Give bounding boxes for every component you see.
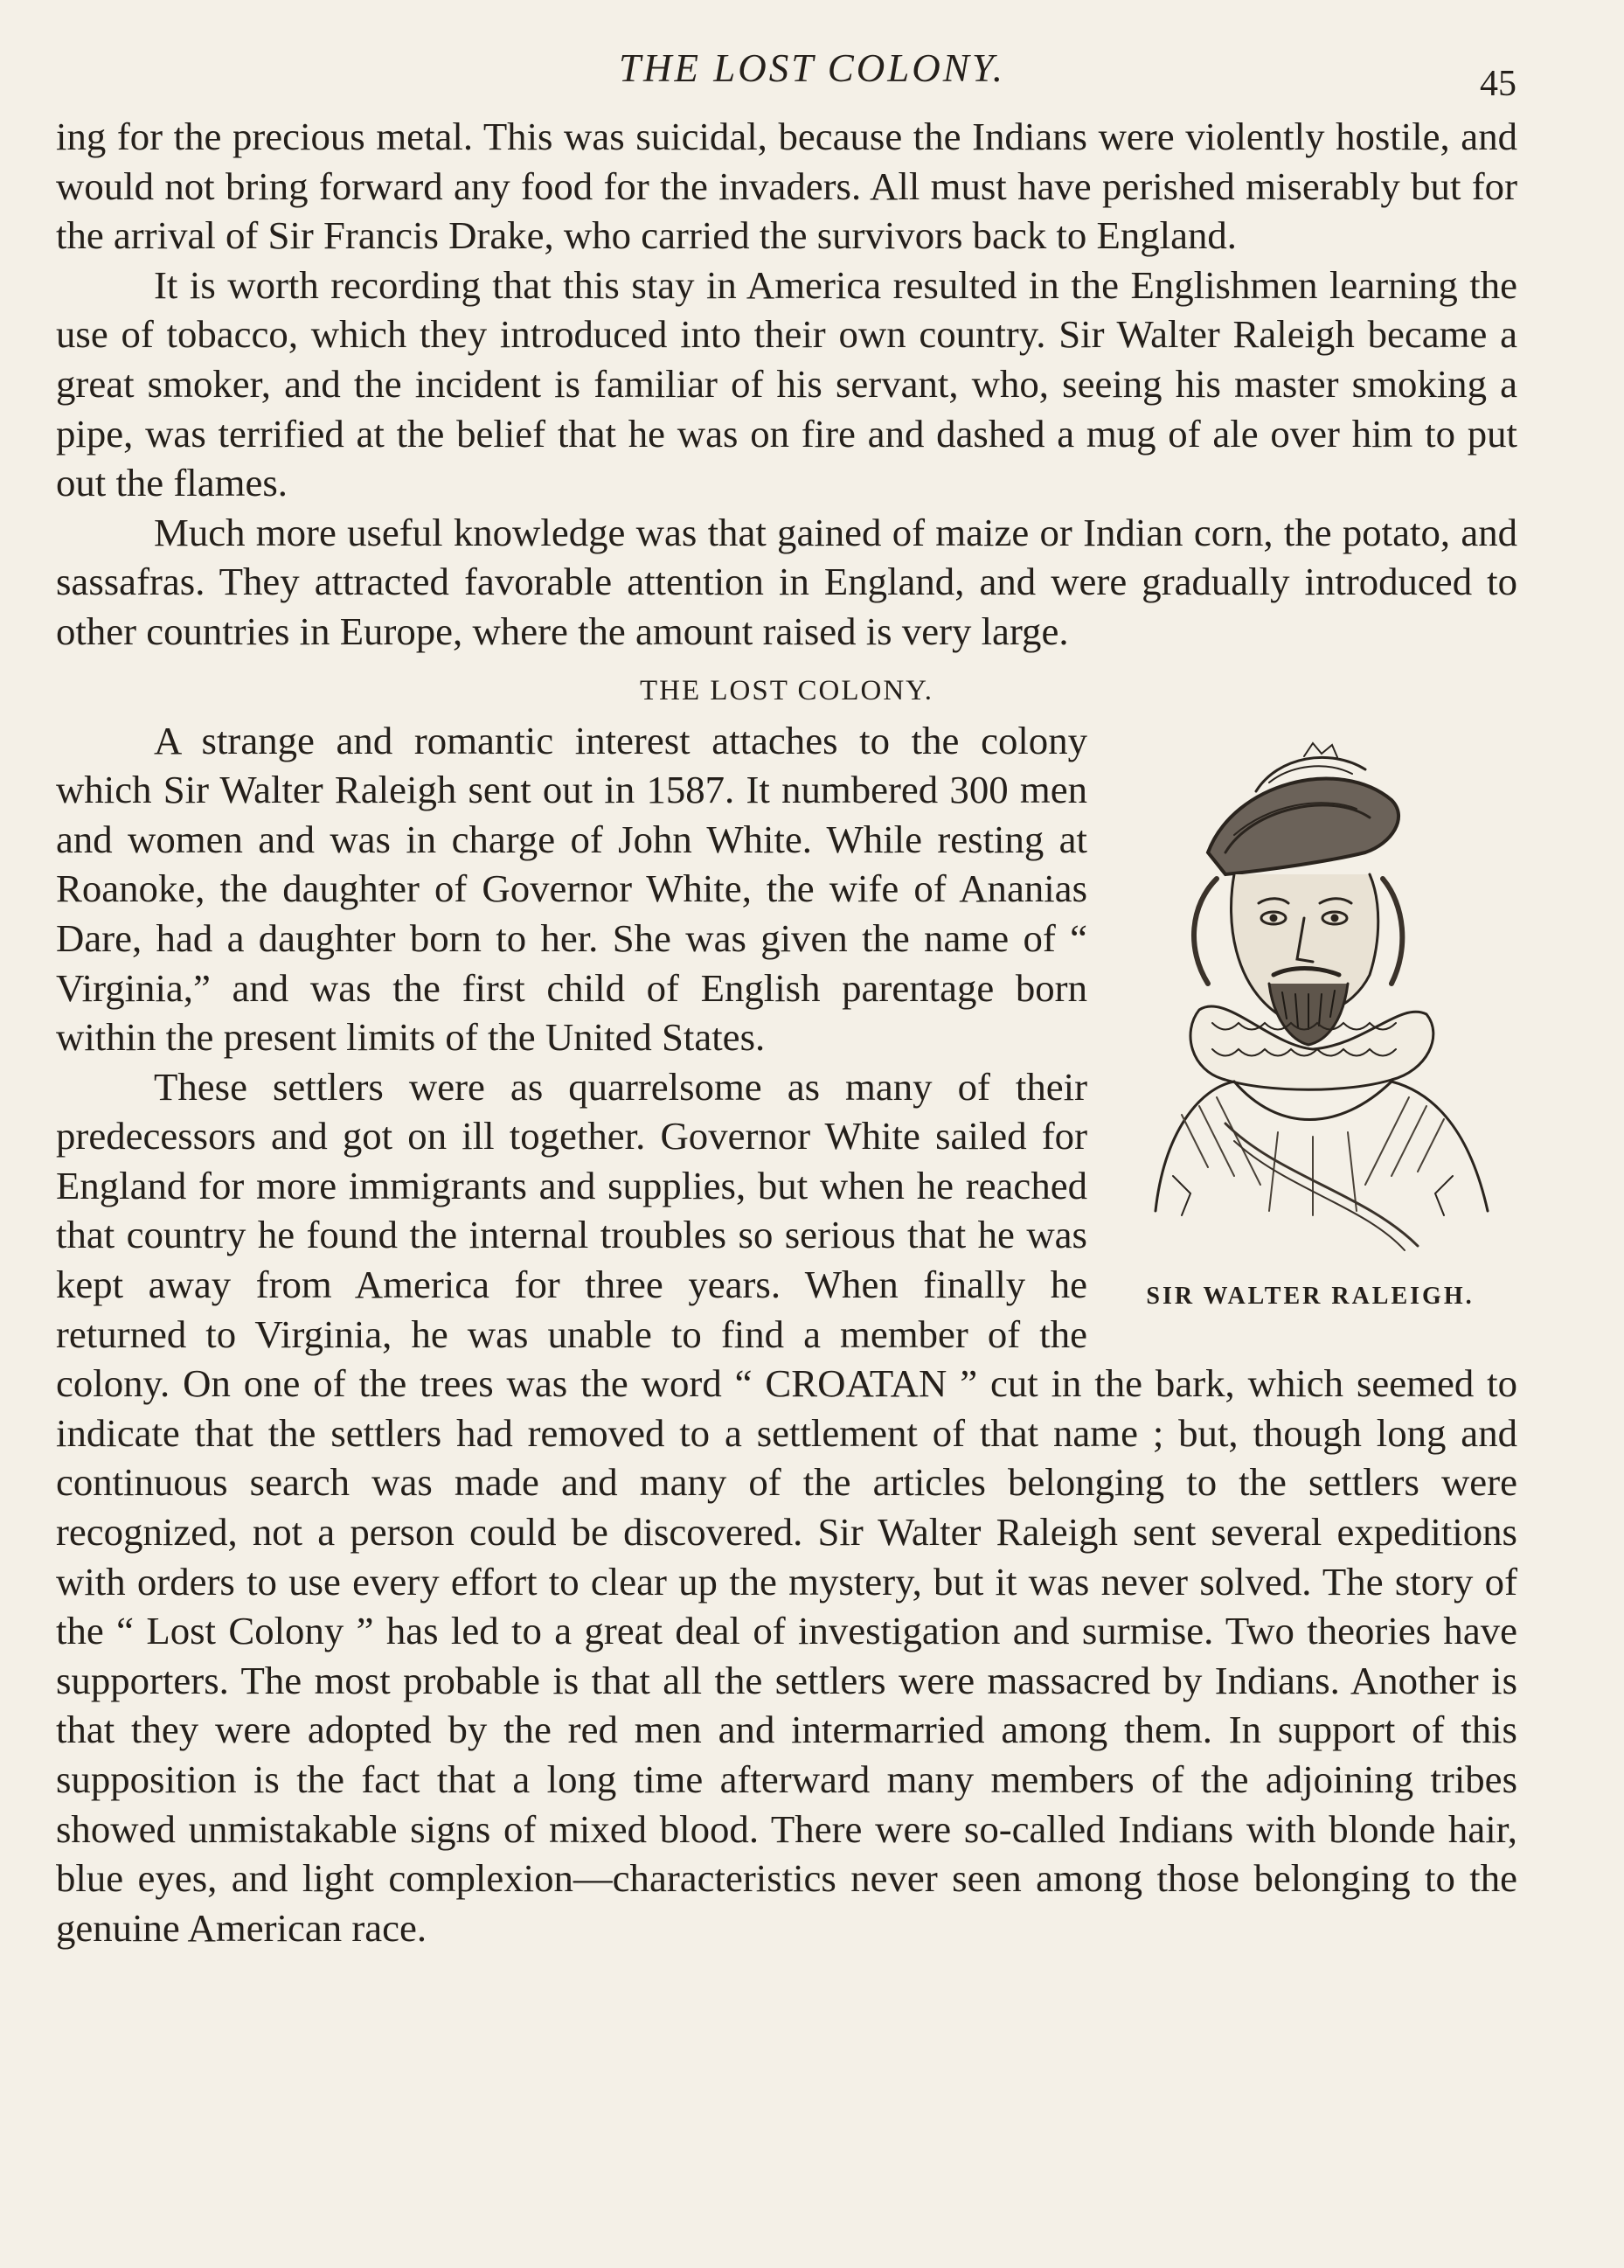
running-head-title: THE LOST COLONY.: [619, 46, 1005, 90]
paragraph-maize: Much more useful knowledge was that gained of maize or Indian corn, the potato, and sassafras. They attracted favorable attention in England, and were gradually introduced to other countries in Europe, where the amount raised is very large.: [56, 510, 1517, 653]
portrait-figure: [1103, 721, 1517, 1342]
raleigh-portrait-engraving: [1103, 721, 1517, 1255]
paragraph-lost-colony: A strange and romantic interest attaches to the colony which Sir Walter Raleigh sent out in 1587. It numbered 300 men and women and was in charge of John White. While resting at Roanoke, the daughter of Governor White, the wife of Ananias Dare, had a daughter born to her. She was given the name of “ Virginia,” and was the first child of English parentage born within the present limits of the United States.: [56, 718, 1087, 1060]
section-heading: THE LOST COLONY.: [639, 674, 934, 706]
figure-caption: SIR WALTER RALEIGH.: [1146, 1282, 1475, 1310]
paragraph-tobacco: It is worth recording that this stay in America resulted in the Englishmen learning the use of tobacco, which they introduced into their own country. Sir Walter Raleigh became a great smoker, and the incident is familiar of his servant, who, seeing his master smoking a pipe, was terrified at the belief that he was on fire and dashed a mug of ale over him to put out the flames.: [56, 262, 1517, 505]
page-number: 45: [1480, 64, 1516, 104]
paragraph-continuation: ing for the precious metal. This was suicidal, because the Indians were violently hostile, and would not bring forward any food for the invaders. All must have perished miserably but for the arrival of Sir Francis Drake, who carried the survivors back to England.: [56, 115, 1517, 258]
body-text: [56, 112, 1517, 1952]
paragraph-settlers: These settlers were as quarrelsome as many of their predecessors and got on ill together. Governor White sailed for England for more immigrants and supplies, but when he reached that country he found the internal troubles so serious that he was kept away from America for three years. When finally he returned to Virginia, he was unable to find a member of the colony. On one of the trees was the word “ CROATAN ” cut in the bark, which seemed to indicate that the settlers had removed to a settlement of that name ; but, though long and continuous search was made and many of the articles belonging to the settlers were recognized, not a person could be discovered. Sir Walter Raleigh sent several expeditions with orders to use every effort to clear up the mystery, but it was never solved. The story of the “ Lost Colony ” has led to a great deal of investigation and surmise. Two theories have supporters. The most probable is that all the settlers were massacred by Indians. Another is that they were adopted by the red men and intermarried among them. In support of this supposition is the fact that a long time afterward many members of the adjoining tribes showed unmistakable signs of mixed blood. There were so-called Indians with blonde hair, blue eyes, and light complexion—characteristics never seen among those belonging to the genuine American race.: [56, 1064, 1517, 1950]
